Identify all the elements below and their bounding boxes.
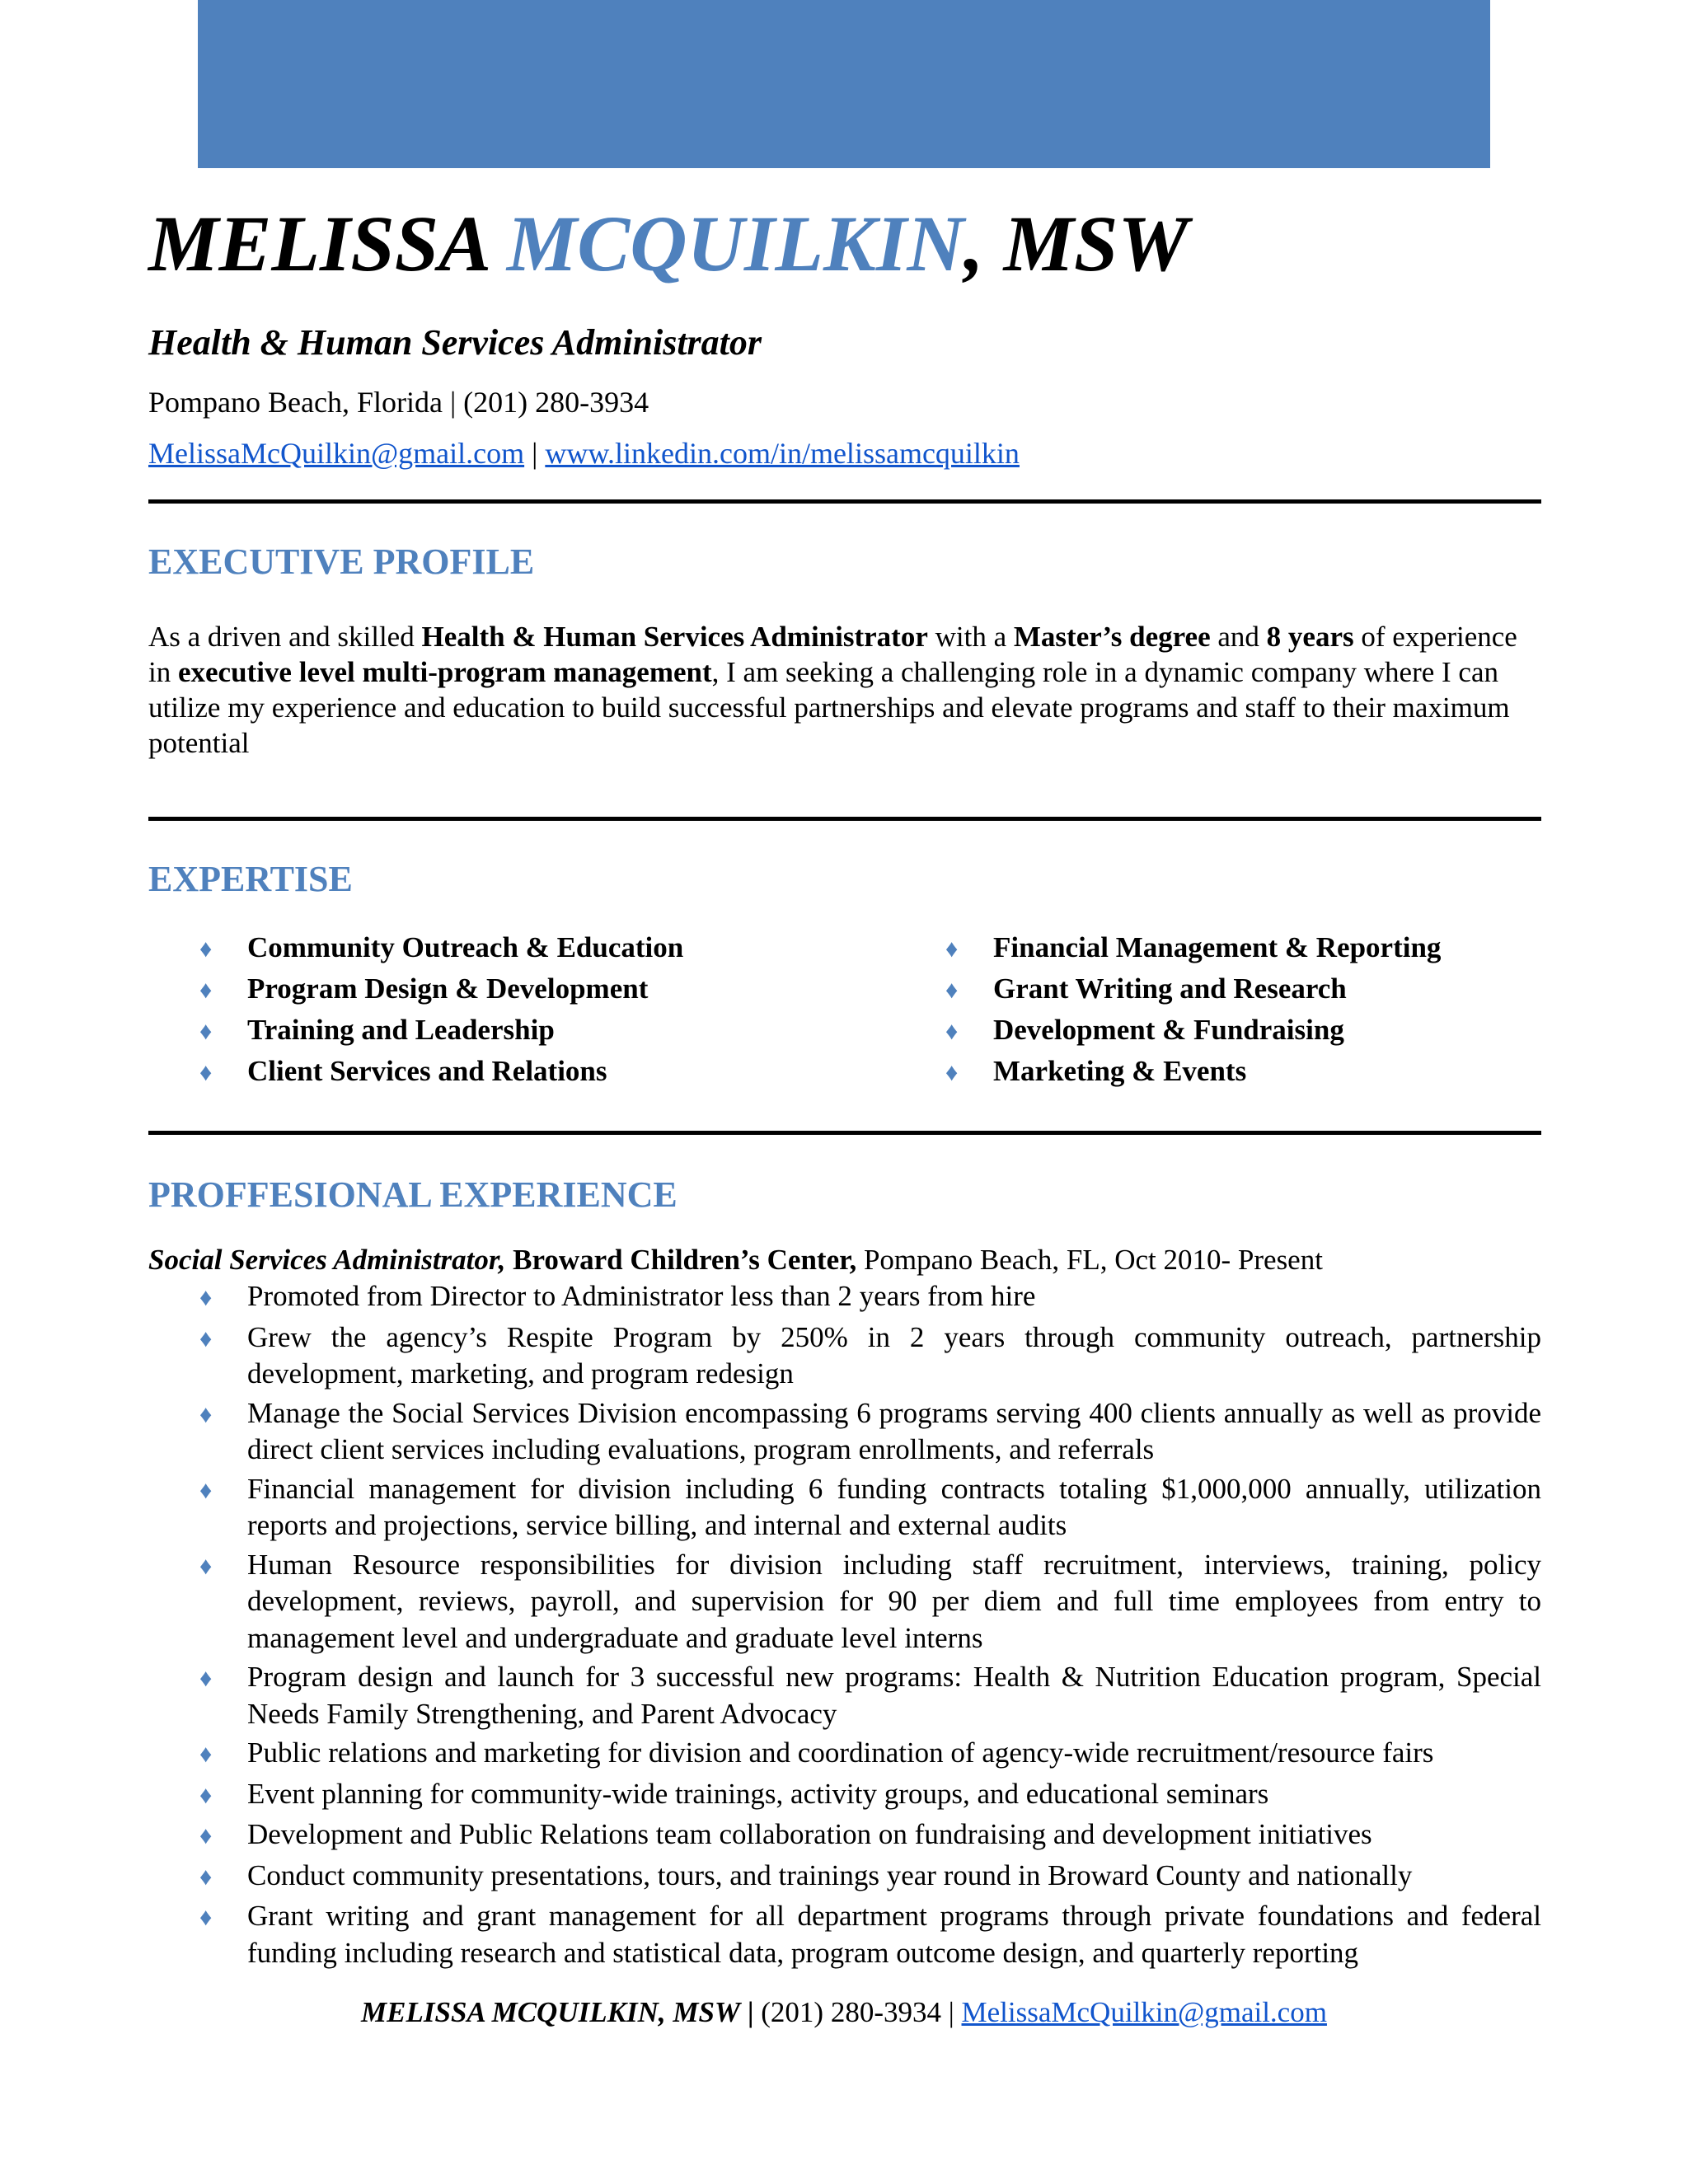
diamond-bullet-icon: ♦: [199, 1781, 213, 1809]
diamond-bullet-icon: ♦: [199, 1324, 213, 1352]
expertise-item: ♦ Training and Leadership: [148, 1010, 894, 1052]
list-item: ♦ Grew the agency’s Respite Program by 250% in 2 years through community outreach, partnership development, marketing, and program redesign: [148, 1319, 1541, 1393]
list-item: ♦ Conduct community presentations, tours, and trainings year round in Broward County and nationally: [148, 1858, 1541, 1896]
expertise-item: ♦ Financial Management & Reporting: [894, 928, 1541, 969]
expertise-item: ♦ Development & Fundraising: [894, 1010, 1541, 1052]
expertise-item: ♦ Community Outreach & Education: [148, 928, 894, 969]
section-heading-expertise: EXPERTISE: [148, 859, 353, 899]
section-heading-experience: PROFFESIONAL EXPERIENCE: [148, 1174, 678, 1215]
resume-content: [148, 191, 1541, 1971]
footer-separator: |: [740, 1996, 762, 2028]
expertise-item: ♦ Program Design & Development: [148, 969, 894, 1010]
diamond-bullet-icon: ♦: [199, 935, 213, 963]
diamond-bullet-icon: ♦: [199, 1863, 213, 1891]
footer-phone: (201) 280-3934: [761, 1996, 941, 2028]
diamond-bullet-icon: ♦: [945, 1059, 959, 1086]
expertise-item: ♦ Grant Writing and Research: [894, 969, 1541, 1010]
contact-links: [148, 435, 1541, 471]
expertise-column-right: [894, 928, 1541, 1093]
diamond-bullet-icon: ♦: [199, 1741, 213, 1768]
divider: [148, 499, 1541, 504]
list-item: ♦ Human Resource responsibilities for division including staff recruitment, interviews, training, policy development, reviews, payroll, and supervision for 90 per diem and full time employees from entry to management level and undergraduate and graduate level interns: [148, 1547, 1541, 1657]
list-item: ♦ Financial management for division including 6 funding contracts totaling $1,000,000 annually, utilization reports and projections, service billing, and internal and external audits: [148, 1471, 1541, 1544]
diamond-bullet-icon: ♦: [945, 977, 959, 1004]
email-link[interactable]: MelissaMcQuilkin@gmail.com: [148, 437, 525, 470]
job-title: Health & Human Services Administrator: [148, 322, 762, 363]
divider: [148, 1131, 1541, 1135]
diamond-bullet-icon: ♦: [199, 1904, 213, 1931]
location-phone: Pompano Beach, Florida | (201) 280-3934: [148, 386, 649, 419]
job-header: [148, 1242, 1541, 1278]
expertise-list: [148, 928, 1541, 1093]
expertise-column-left: [148, 928, 894, 1093]
job-location-dates: Pompano Beach, FL, Oct 2010- Present: [856, 1244, 1323, 1276]
header-color-bar: [198, 0, 1490, 168]
expertise-item: ♦ Marketing & Events: [894, 1052, 1541, 1093]
expertise-item: ♦ Client Services and Relations: [148, 1052, 894, 1093]
diamond-bullet-icon: ♦: [199, 1665, 213, 1692]
diamond-bullet-icon: ♦: [199, 1552, 213, 1580]
diamond-bullet-icon: ♦: [945, 935, 959, 963]
diamond-bullet-icon: ♦: [199, 1284, 213, 1311]
footer-name: MELISSA MCQUILKIN, MSW: [361, 1996, 741, 2028]
contact-separator: |: [524, 437, 546, 470]
candidate-name: [148, 191, 1541, 297]
employer-name: Broward Children’s Center,: [513, 1244, 857, 1276]
page-footer: [0, 1994, 1688, 2031]
diamond-bullet-icon: ♦: [199, 1018, 213, 1045]
name-last: MCQUILKIN: [506, 199, 964, 288]
diamond-bullet-icon: ♦: [199, 1476, 213, 1504]
footer-email-link[interactable]: MelissaMcQuilkin@gmail.com: [961, 1996, 1327, 2028]
profile-paragraph: As a driven and skilled Health & Human Services Administrator with a Master’s degree and 8 years of experience in executive level multi-program management, I am seeking a challenging role in a dynamic company where I can utilize my experience and education to build successful partnerships and elevate programs and staff to their maximum potential: [148, 621, 1517, 759]
list-item: ♦ Program design and launch for 3 successful new programs: Health & Nutrition Education program, Special Needs Family Strengthening, and Parent Advocacy: [148, 1659, 1541, 1732]
linkedin-link[interactable]: www.linkedin.com/in/melissamcquilkin: [545, 437, 1020, 470]
position-title: Social Services Administrator,: [148, 1244, 506, 1276]
footer-separator: |: [941, 1996, 962, 2028]
list-item: ♦ Grant writing and grant management for all department programs through private foundations and federal funding including research and statistical data, program outcome design, and quarterly reporting: [148, 1898, 1541, 1971]
diamond-bullet-icon: ♦: [199, 1822, 213, 1849]
list-item: ♦ Development and Public Relations team collaboration on fundraising and development initiatives: [148, 1816, 1541, 1855]
experience-bullets: [148, 1278, 1541, 1971]
diamond-bullet-icon: ♦: [199, 1400, 213, 1428]
diamond-bullet-icon: ♦: [199, 977, 213, 1004]
name-suffix: , MSW: [964, 199, 1189, 288]
list-item: ♦ Event planning for community-wide trainings, activity groups, and educational seminars: [148, 1776, 1541, 1815]
divider: [148, 817, 1541, 821]
diamond-bullet-icon: ♦: [945, 1018, 959, 1045]
list-item: ♦ Manage the Social Services Division encompassing 6 programs serving 400 clients annually as well as provide direct client services including evaluations, program enrollments, and referrals: [148, 1395, 1541, 1469]
list-item: ♦ Promoted from Director to Administrator less than 2 years from hire: [148, 1278, 1541, 1317]
section-heading-profile: EXECUTIVE PROFILE: [148, 541, 535, 582]
list-item: ♦ Public relations and marketing for division and coordination of agency-wide recruitment/resource fairs: [148, 1735, 1541, 1774]
diamond-bullet-icon: ♦: [199, 1059, 213, 1086]
name-first: MELISSA: [148, 199, 487, 288]
